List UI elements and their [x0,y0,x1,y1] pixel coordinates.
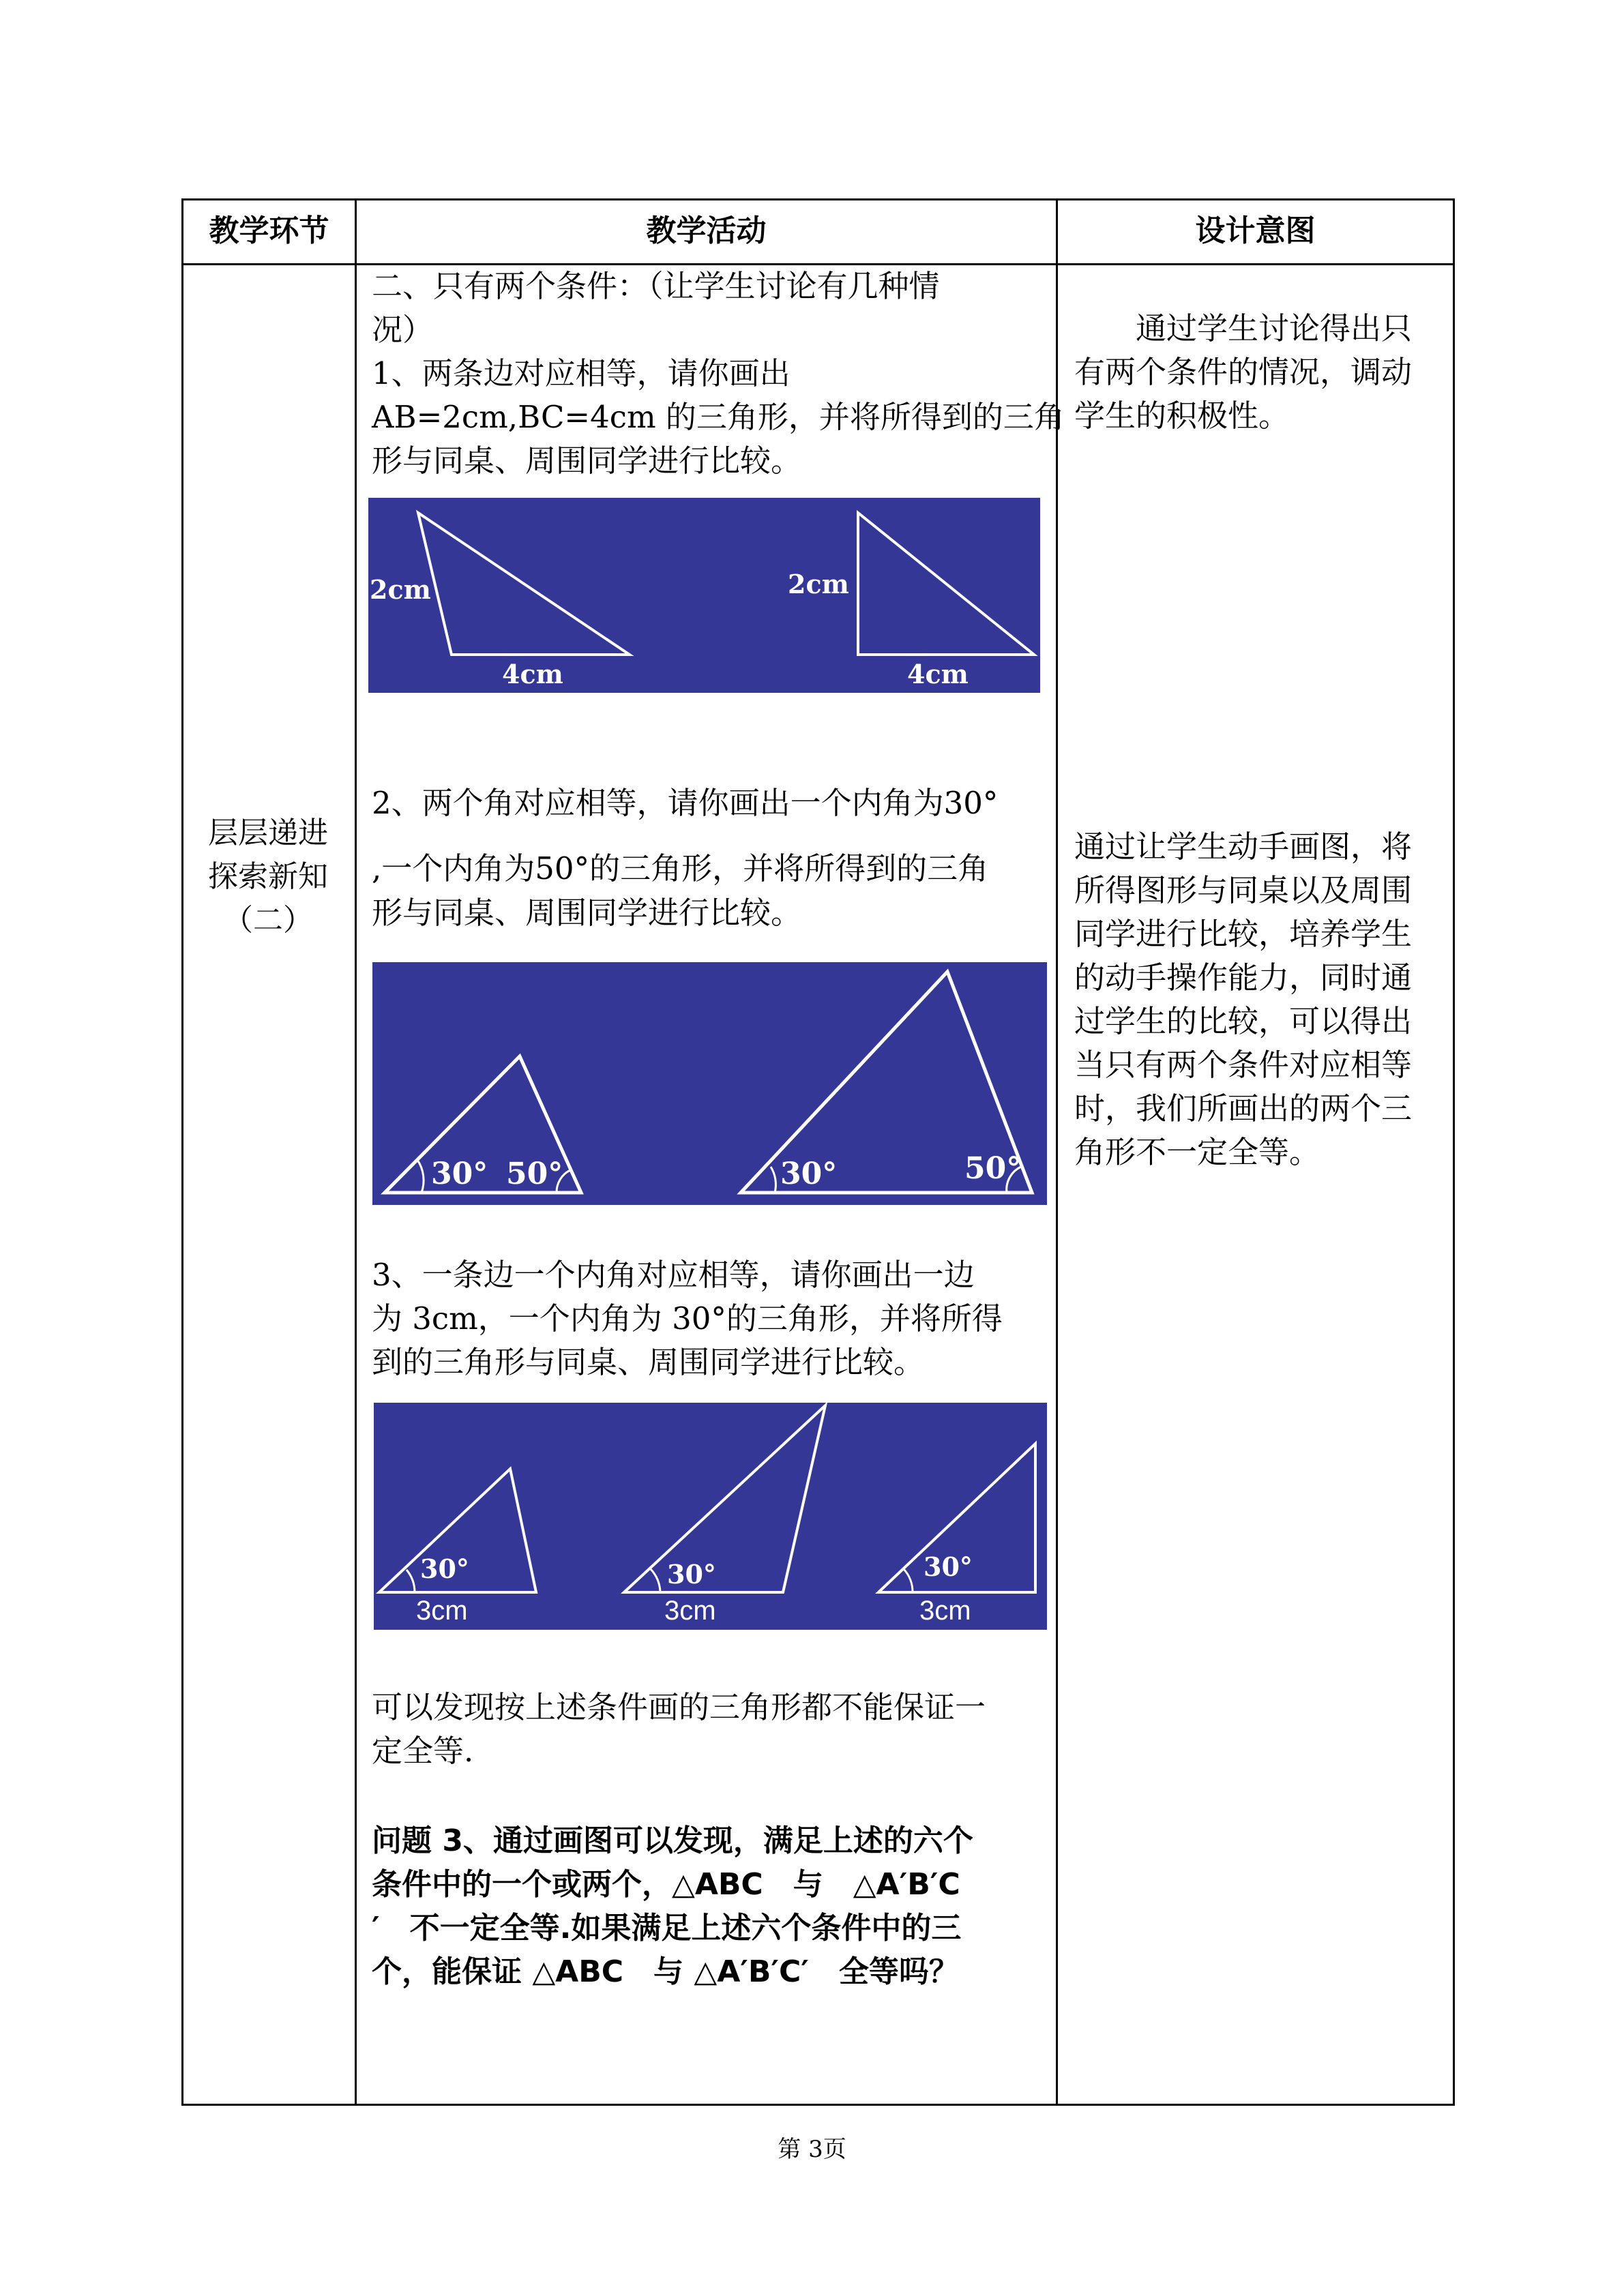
fig1-right-side-label: 2cm [788,569,849,599]
figure-two-angles [372,962,1047,1205]
text-line: 学生的积极性。 [1074,398,1290,434]
text-line: 二、只有两个条件：（让学生讨论有几种情 [372,268,940,304]
figure-side-and-angle [374,1403,1047,1630]
text-line: 通过让学生动手画图，将 [1074,829,1413,865]
text-line: 3、一条边一个内角对应相等，请你画出一边 [372,1257,975,1293]
stage-label-line: 层层递进 [208,816,328,850]
table-divider-1 [355,198,357,2106]
text-line: AB=2cm,BC=4cm 的三角形，并将所得到的三角 [372,399,1065,435]
triangle-right [858,513,1034,655]
angle-arc [407,1570,415,1592]
intent-note-2 [1074,825,1412,1174]
intro-text [372,265,940,352]
fig2-angle-label: 30° [431,1157,488,1191]
text-line: 可以发现按上述条件画的三角形都不能保证一 [372,1689,986,1725]
item1-text [372,352,1065,483]
fig1-left-side-label: 2cm [370,574,431,605]
fig2-angle-label: 30° [780,1157,838,1191]
stage-label-line: 探索新知 [208,859,328,894]
text-line: 过学生的比较，可以得出 [1074,1003,1413,1039]
text-line: 1、两条边对应相等，请你画出 [372,355,791,391]
fig2-angle-label: 50° [506,1157,563,1191]
fig1-left-base-label: 4cm [502,659,563,689]
fig3-side-label: 3cm [919,1596,971,1626]
text-line: 形与同桌、周围同学进行比较。 [372,443,802,479]
text-line: 所得图形与同桌以及周围 [1074,872,1413,908]
fig3-angle-label: 30° [420,1553,469,1584]
figure-two-sides [368,498,1040,693]
text-line: 同学进行比较，培养学生 [1074,916,1413,952]
text-line: 时，我们所画出的两个三 [1074,1090,1413,1127]
table-border-top [181,198,1455,200]
text-line: ′ 不一定全等.如果满足上述六个条件中的三 [372,1911,962,1945]
question-3-text [372,1819,973,1994]
text-line: 形与同桌、周围同学进行比较。 [372,895,802,931]
table-border-left [181,198,183,2106]
triangle-b [624,1405,825,1592]
table-border-bottom [181,2104,1455,2106]
text-line: ,一个内角为50°的三角形，并将所得到的三角 [372,850,989,886]
fig3-side-label: 3cm [416,1596,468,1626]
fig1-right-base-label: 4cm [907,659,969,689]
text-line: 定全等. [372,1733,474,1769]
text-line: 问题 3、通过画图可以发现，满足上述的六个 [372,1823,973,1858]
table-divider-2 [1056,198,1058,2106]
angle-arc [904,1569,913,1592]
stage-label-line: （二） [223,903,313,938]
text-line: 到的三角形与同桌、周围同学进行比较。 [372,1344,925,1380]
text-line: 通过学生讨论得出只 [1074,310,1413,346]
text-line: 条件中的一个或两个，△ABC 与 △A′B′C [372,1867,960,1902]
conclusion-text [372,1686,986,1773]
triangle-left [418,513,630,655]
fig2-angle-label: 50° [964,1151,1022,1186]
stage-label [183,811,353,942]
text-line: 个，能保证 △ABC 与 △A′B′C′ 全等吗？ [372,1954,959,1989]
header-stage: 教学环节 [209,213,329,248]
text-line: 的动手操作能力，同时通 [1074,959,1413,996]
page-number: 第 3页 [778,2136,846,2163]
fig3-angle-label: 30° [667,1559,716,1590]
header-activity: 教学活动 [646,213,767,248]
intent-note-1 [1074,307,1412,438]
text-line: 角形不一定全等。 [1074,1134,1320,1170]
text-line: 2、两个角对应相等，请你画出一个内角为30° [372,785,999,821]
text-line: 况） [372,312,434,348]
angle-arc [417,1160,424,1193]
text-line: 为 3cm，一个内角为 30°的三角形，并将所得 [372,1300,1003,1337]
angle-arc [651,1569,660,1592]
fig3-side-label: 3cm [664,1596,716,1626]
text-line: 有两个条件的情况，调动 [1074,354,1413,390]
table-border-right [1453,198,1455,2106]
header-intent: 设计意图 [1195,213,1316,248]
item2-text [372,760,998,935]
angle-arc [771,1167,776,1193]
item3-text [372,1253,1003,1384]
fig3-angle-label: 30° [924,1551,973,1582]
text-line: 当只有两个条件对应相等 [1074,1047,1413,1083]
